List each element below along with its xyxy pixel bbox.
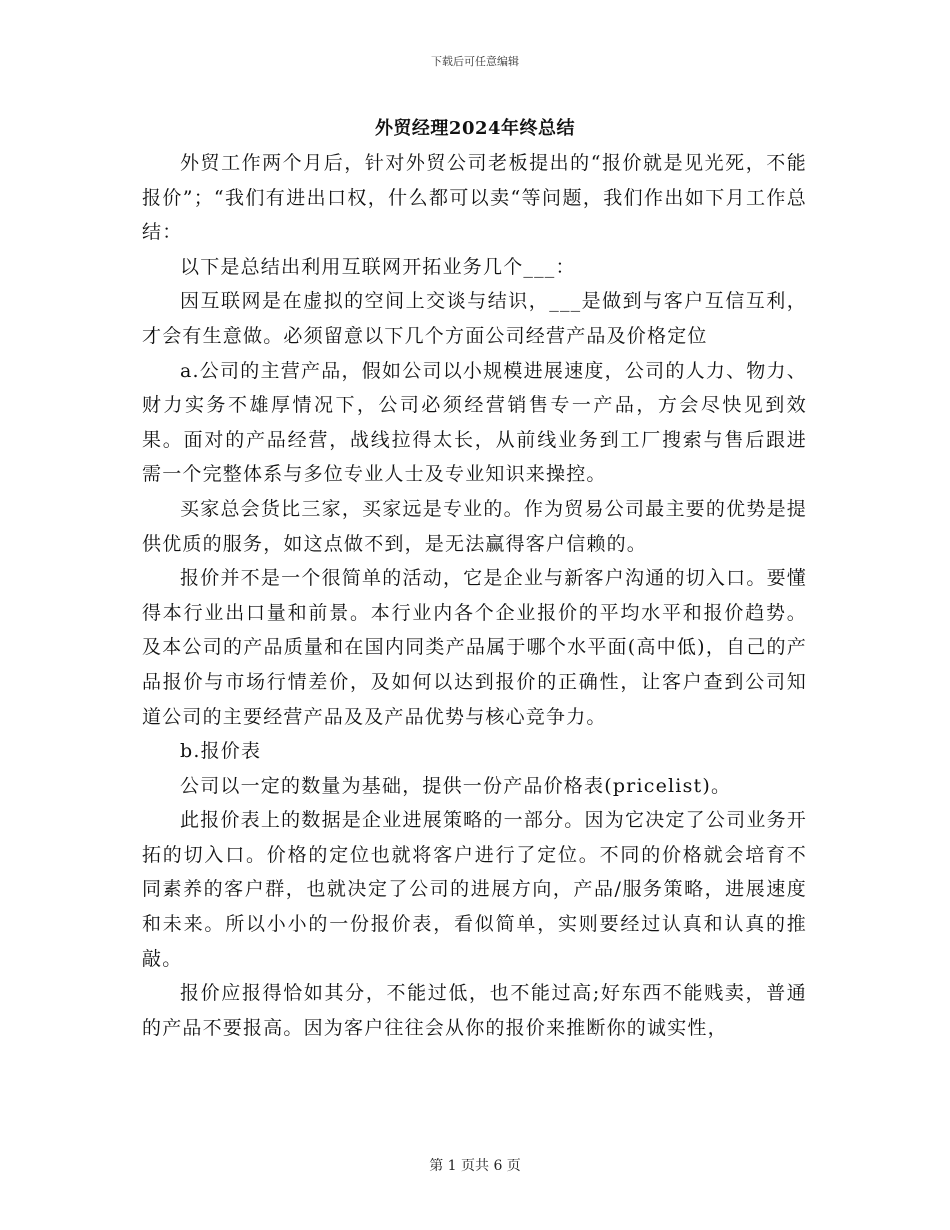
paragraph: 以下是总结出利用互联网开拓业务几个___： (180, 255, 576, 278)
section-heading: b.报价表 (180, 740, 262, 763)
paragraph: 此报价表上的数据是企业进展策略的一部分。因为它决定了公司业务开拓的切入口。价格的定位也就将客户进行了定位。不同的价格就会培育不同素养的客户群，也就决定了公司的进展方向，产品/服务策略，进展速度和未来。所以小小的一份报价表，看似简单，实则要经过认真和认真的推敲。 (142, 809, 807, 970)
paragraph: 报价并不是一个很简单的活动，它是企业与新客户沟通的切入口。要懂得本行业出口量和前景。本行业内各个企业报价的平均水平和报价趋势。及本公司的产品质量和在国内同类产品属于哪个水平面(高中低)，自己的产品报价与市场行情差价，及如何以达到报价的正确性，让客户查到公司知道公司的主要经营产品及及产品优势与核心竞争力。 (142, 567, 807, 728)
paragraph: 外贸工作两个月后，针对外贸公司老板提出的“报价就是见光死，不能报价”；“我们有进出口权，什么都可以卖“等问题，我们作出如下月工作总结： (142, 152, 807, 244)
paragraph: 买家总会货比三家，买家远是专业的。作为贸易公司最主要的优势是提供优质的服务，如这点做不到，是无法赢得客户信赖的。 (142, 497, 807, 555)
document-title: 外贸经理2024年终总结 (374, 118, 576, 139)
paragraph: 公司以一定的数量为基础，提供一份产品价格表(pricelist)。 (180, 774, 732, 797)
paragraph: a.公司的主营产品，假如公司以小规模进展速度，公司的人力、物力、财力实务不雄厚情况下，公司必须经营销售专一产品，方会尽快见到效果。面对的产品经营，战线拉得太长，从前线业务到工厂搜索与售后跟进需一个完整体系与多位专业人士及专业知识来操控。 (142, 359, 807, 486)
document-body (142, 146, 807, 1045)
paragraph: 因互联网是在虚拟的空间上交谈与结识，___是做到与客户互信互利，才会有生意做。必须留意以下几个方面公司经营产品及价格定位 (142, 290, 807, 347)
paragraph: 报价应报得恰如其分，不能过低，也不能过高;好东西不能贱卖，普通的产品不要报高。因为客户往往会从你的报价来推断你的诚实性， (142, 982, 807, 1039)
page-footer: 第 1 页共 6 页 (429, 1158, 521, 1174)
page-header: 下载后可任意编辑 (431, 55, 519, 68)
